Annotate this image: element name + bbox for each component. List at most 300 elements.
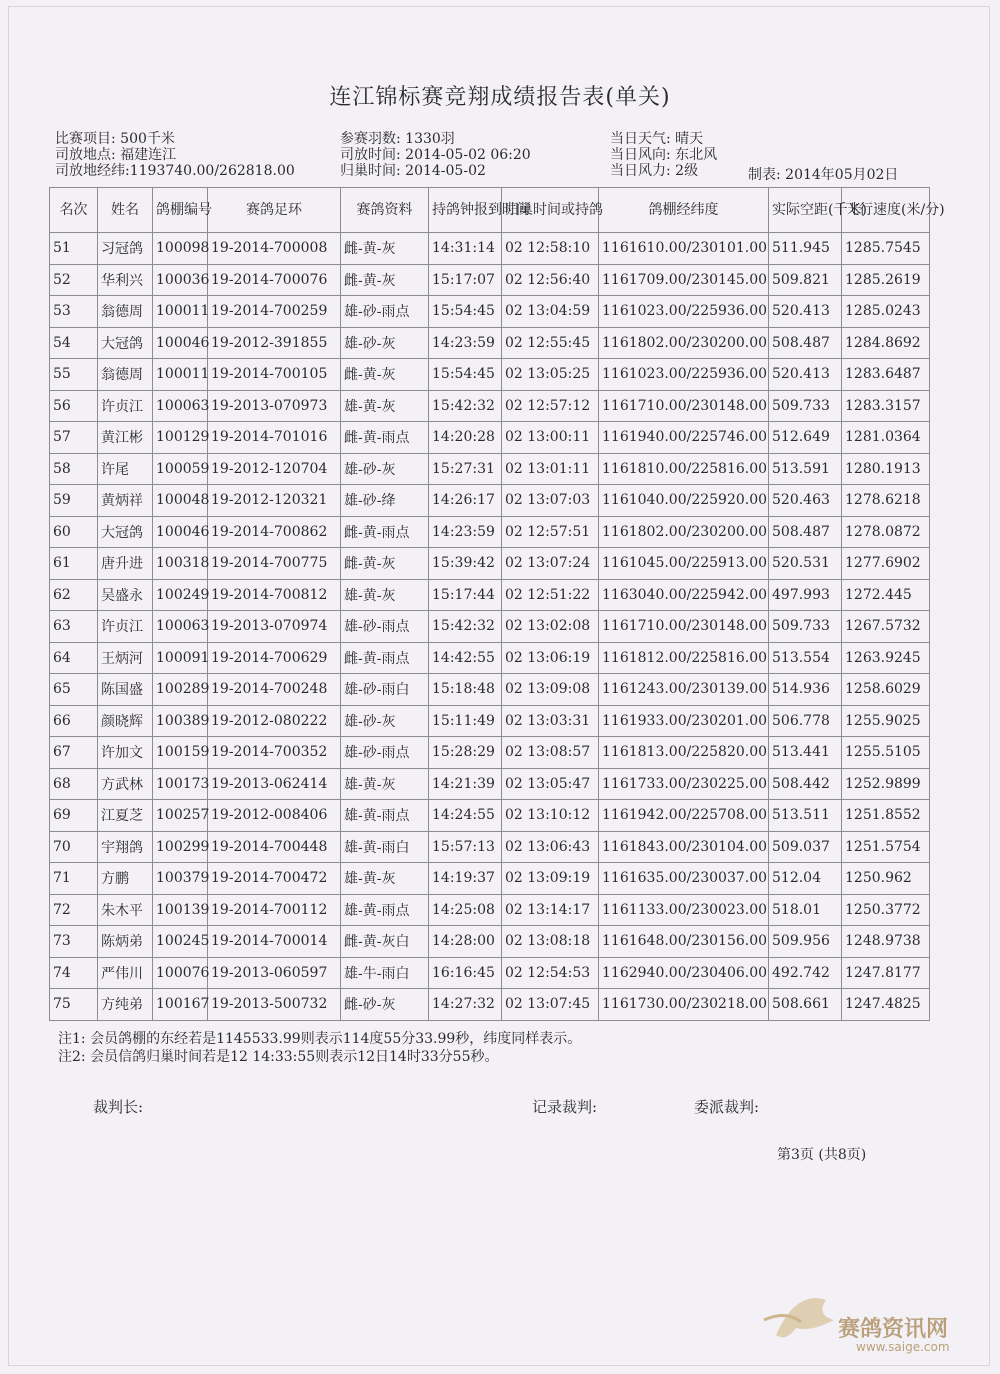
bird-info-cell: 雄-黄-灰 — [341, 390, 429, 422]
coords-cell: 1161710.00/230148.00 — [599, 611, 769, 643]
table-row — [50, 516, 930, 548]
distance-cell: 512.649 — [769, 422, 842, 454]
loft-id-cell: 100046 — [153, 327, 208, 359]
bird-info-cell: 雌-黄-雨点 — [341, 516, 429, 548]
rank-cell: 55 — [50, 359, 98, 391]
coords-cell: 1161730.00/230218.00 — [599, 989, 769, 1021]
name-cell: 宇翔鸽 — [98, 831, 153, 863]
name-cell: 方纯弟 — [98, 989, 153, 1021]
rank-cell: 51 — [50, 233, 98, 265]
speed-cell: 1283.6487 — [842, 359, 930, 391]
ring-cell: 19-2014-700248 — [208, 674, 341, 706]
table-row — [50, 611, 930, 643]
clock-time-cell: 15:54:45 — [429, 359, 502, 391]
clock-time-cell: 14:23:59 — [429, 516, 502, 548]
name-cell: 陈炳弟 — [98, 926, 153, 958]
name-cell: 翁德周 — [98, 359, 153, 391]
name-cell: 陈国盛 — [98, 674, 153, 706]
bird-info-cell: 雌-砂-灰 — [341, 989, 429, 1021]
clock-time-cell: 15:54:45 — [429, 296, 502, 328]
clock-time-cell: 15:28:29 — [429, 737, 502, 769]
speed-cell: 1278.0872 — [842, 516, 930, 548]
table-row — [50, 390, 930, 422]
bird-info-cell: 雄-砂-雨点 — [341, 611, 429, 643]
info-item: 司放地经纬:1193740.00/262818.00 — [55, 163, 295, 179]
speed-cell: 1250.962 — [842, 863, 930, 895]
coords-cell: 1161709.00/230145.00 — [599, 264, 769, 296]
name-cell: 黄江彬 — [98, 422, 153, 454]
ring-cell: 19-2014-700352 — [208, 737, 341, 769]
table-row — [50, 485, 930, 517]
speed-cell: 1280.1913 — [842, 453, 930, 485]
clock-time-cell: 15:18:48 — [429, 674, 502, 706]
bird-info-cell: 雄-砂-雨白 — [341, 674, 429, 706]
note-item: 注2: 会员信鸽归巢时间若是12 14:33:55则表示12日14时33分55秒。 — [58, 1049, 499, 1065]
table-row — [50, 233, 930, 265]
loft-id-cell: 100046 — [153, 516, 208, 548]
table-body — [50, 233, 930, 1021]
bird-info-cell: 雄-牛-雨白 — [341, 957, 429, 989]
clock-time-cell: 14:20:28 — [429, 422, 502, 454]
header-row — [50, 188, 930, 233]
distance-cell: 513.554 — [769, 642, 842, 674]
results-table — [49, 187, 945, 1021]
loft-id-cell: 100299 — [153, 831, 208, 863]
arrival-cell: 02 12:54:53 — [502, 957, 599, 989]
ring-cell: 19-2012-120704 — [208, 453, 341, 485]
table-row — [50, 674, 930, 706]
arrival-cell: 02 13:07:03 — [502, 485, 599, 517]
loft-id-cell: 100063 — [153, 611, 208, 643]
note-item: 注1: 会员鸽棚的东经若是1145533.99则表示114度55分33.99秒，纬度同样表示。 — [58, 1031, 582, 1047]
speed-cell: 1283.3157 — [842, 390, 930, 422]
info-column-2 — [340, 131, 531, 179]
assigned-referee-label: 委派裁判: — [694, 1098, 760, 1116]
speed-cell: 1247.4825 — [842, 989, 930, 1021]
speed-cell: 1278.6218 — [842, 485, 930, 517]
info-item: 司放地点: 福建连江 — [55, 147, 177, 163]
clock-time-cell: 15:42:32 — [429, 611, 502, 643]
distance-cell: 509.733 — [769, 611, 842, 643]
coords-cell: 1161610.00/230101.00 — [599, 233, 769, 265]
arrival-cell: 02 13:04:59 — [502, 296, 599, 328]
name-cell: 严伟川 — [98, 957, 153, 989]
coords-cell: 1161133.00/230023.00 — [599, 894, 769, 926]
rank-cell: 67 — [50, 737, 98, 769]
name-cell: 习冠鸽 — [98, 233, 153, 265]
loft-id-cell: 100011 — [153, 296, 208, 328]
ring-cell: 19-2014-700008 — [208, 233, 341, 265]
made-date: 制表: 2014年05月02日 — [748, 167, 899, 183]
column-header: 赛鸽资料 — [341, 188, 429, 233]
coords-cell: 1161810.00/225816.00 — [599, 453, 769, 485]
name-cell: 大冠鸽 — [98, 516, 153, 548]
rank-cell: 56 — [50, 390, 98, 422]
rank-cell: 72 — [50, 894, 98, 926]
column-header: 鸽棚编号 — [153, 188, 208, 233]
coords-cell: 1161045.00/225913.00 — [599, 548, 769, 580]
column-header: 实际空距(千米) — [769, 188, 842, 233]
bird-info-cell: 雌-黄-灰白 — [341, 926, 429, 958]
page-number: 第3页 (共8页) — [777, 1147, 867, 1163]
column-header: 归巢时间或持鸽 — [502, 188, 599, 233]
chief-referee-label: 裁判长: — [93, 1098, 144, 1116]
clock-time-cell: 14:25:08 — [429, 894, 502, 926]
info-item: 司放时间: 2014-05-02 06:20 — [340, 147, 531, 163]
info-column-1 — [55, 131, 295, 179]
clock-time-cell: 14:26:17 — [429, 485, 502, 517]
bird-info-cell: 雄-砂-灰 — [341, 327, 429, 359]
coords-cell: 1161940.00/225746.00 — [599, 422, 769, 454]
coords-cell: 1161812.00/225816.00 — [599, 642, 769, 674]
name-cell: 朱木平 — [98, 894, 153, 926]
record-referee-label: 记录裁判: — [532, 1098, 598, 1116]
rank-cell: 74 — [50, 957, 98, 989]
table-row — [50, 863, 930, 895]
rank-cell: 57 — [50, 422, 98, 454]
rank-cell: 52 — [50, 264, 98, 296]
table-row — [50, 642, 930, 674]
arrival-cell: 02 13:05:25 — [502, 359, 599, 391]
column-header: 持鸽钟报到时间 — [429, 188, 502, 233]
loft-id-cell: 100167 — [153, 989, 208, 1021]
ring-cell: 19-2014-700812 — [208, 579, 341, 611]
ring-cell: 19-2014-700775 — [208, 548, 341, 580]
bird-info-cell: 雌-黄-灰 — [341, 233, 429, 265]
clock-time-cell: 14:19:37 — [429, 863, 502, 895]
distance-cell: 509.037 — [769, 831, 842, 863]
loft-id-cell: 100139 — [153, 894, 208, 926]
clock-time-cell: 15:39:42 — [429, 548, 502, 580]
bird-info-cell: 雄-砂-雨点 — [341, 296, 429, 328]
table-row — [50, 422, 930, 454]
table-row — [50, 705, 930, 737]
table-row — [50, 264, 930, 296]
name-cell: 大冠鸽 — [98, 327, 153, 359]
info-item: 当日风力: 2级 — [610, 163, 699, 179]
bird-info-cell: 雌-黄-雨点 — [341, 422, 429, 454]
distance-cell: 508.487 — [769, 327, 842, 359]
table-row — [50, 737, 930, 769]
arrival-cell: 02 13:06:19 — [502, 642, 599, 674]
table-row — [50, 579, 930, 611]
loft-id-cell: 100249 — [153, 579, 208, 611]
notes — [58, 1030, 581, 1066]
distance-cell: 514.936 — [769, 674, 842, 706]
bird-info-cell: 雄-砂-灰 — [341, 705, 429, 737]
speed-cell: 1267.5732 — [842, 611, 930, 643]
coords-cell: 1161802.00/230200.00 — [599, 516, 769, 548]
distance-cell: 520.531 — [769, 548, 842, 580]
ring-cell: 19-2014-700076 — [208, 264, 341, 296]
loft-id-cell: 100098 — [153, 233, 208, 265]
ring-cell: 19-2014-701016 — [208, 422, 341, 454]
speed-cell: 1248.9738 — [842, 926, 930, 958]
table-row — [50, 894, 930, 926]
loft-id-cell: 100245 — [153, 926, 208, 958]
loft-id-cell: 100091 — [153, 642, 208, 674]
table-row — [50, 359, 930, 391]
arrival-cell: 02 13:01:11 — [502, 453, 599, 485]
distance-cell: 513.441 — [769, 737, 842, 769]
name-cell: 华利兴 — [98, 264, 153, 296]
speed-cell: 1277.6902 — [842, 548, 930, 580]
bird-info-cell: 雄-黄-雨白 — [341, 831, 429, 863]
loft-id-cell: 100389 — [153, 705, 208, 737]
coords-cell: 1163040.00/225942.00 — [599, 579, 769, 611]
table-row — [50, 989, 930, 1021]
arrival-cell: 02 12:55:45 — [502, 327, 599, 359]
clock-time-cell: 14:23:59 — [429, 327, 502, 359]
rank-cell: 62 — [50, 579, 98, 611]
arrival-cell: 02 13:00:11 — [502, 422, 599, 454]
distance-cell: 497.993 — [769, 579, 842, 611]
loft-id-cell: 100011 — [153, 359, 208, 391]
rank-cell: 69 — [50, 800, 98, 832]
arrival-cell: 02 13:09:08 — [502, 674, 599, 706]
distance-cell: 520.413 — [769, 296, 842, 328]
loft-id-cell: 100318 — [153, 548, 208, 580]
watermark-name: 赛鸽资讯网 — [838, 1317, 949, 1342]
bird-info-cell: 雌-黄-灰 — [341, 359, 429, 391]
info-item: 当日天气: 晴天 — [610, 131, 704, 147]
bird-info-cell: 雄-黄-灰 — [341, 768, 429, 800]
arrival-cell: 02 13:05:47 — [502, 768, 599, 800]
bird-info-cell: 雄-黄-灰 — [341, 863, 429, 895]
bird-info-cell: 雌-黄-雨点 — [341, 642, 429, 674]
loft-id-cell: 100173 — [153, 768, 208, 800]
coords-cell: 1161942.00/225708.00 — [599, 800, 769, 832]
coords-cell: 1161023.00/225936.00 — [599, 359, 769, 391]
ring-cell: 19-2012-391855 — [208, 327, 341, 359]
bird-info-cell: 雄-黄-灰 — [341, 579, 429, 611]
speed-cell: 1255.9025 — [842, 705, 930, 737]
table-row — [50, 453, 930, 485]
ring-cell: 19-2013-062414 — [208, 768, 341, 800]
loft-id-cell: 100048 — [153, 485, 208, 517]
arrival-cell: 02 13:08:57 — [502, 737, 599, 769]
coords-cell: 1161635.00/230037.00 — [599, 863, 769, 895]
table-row — [50, 768, 930, 800]
speed-cell: 1247.8177 — [842, 957, 930, 989]
distance-cell: 511.945 — [769, 233, 842, 265]
speed-cell: 1258.6029 — [842, 674, 930, 706]
arrival-cell: 02 12:57:51 — [502, 516, 599, 548]
distance-cell: 513.591 — [769, 453, 842, 485]
loft-id-cell: 100063 — [153, 390, 208, 422]
coords-cell: 1161023.00/225936.00 — [599, 296, 769, 328]
table-row — [50, 957, 930, 989]
name-cell: 颜晓辉 — [98, 705, 153, 737]
distance-cell: 520.413 — [769, 359, 842, 391]
watermark-url: www.saige.com — [856, 1340, 950, 1354]
ring-cell: 19-2014-700014 — [208, 926, 341, 958]
rank-cell: 60 — [50, 516, 98, 548]
ring-cell: 19-2013-070973 — [208, 390, 341, 422]
coords-cell: 1162940.00/230406.00 — [599, 957, 769, 989]
rank-cell: 63 — [50, 611, 98, 643]
name-cell: 唐升进 — [98, 548, 153, 580]
arrival-cell: 02 12:58:10 — [502, 233, 599, 265]
arrival-cell: 02 13:07:24 — [502, 548, 599, 580]
rank-cell: 58 — [50, 453, 98, 485]
name-cell: 吴盛永 — [98, 579, 153, 611]
arrival-cell: 02 13:02:08 — [502, 611, 599, 643]
coords-cell: 1161040.00/225920.00 — [599, 485, 769, 517]
report-title: 连江锦标赛竞翔成绩报告表(单关) — [329, 85, 671, 110]
table-row — [50, 831, 930, 863]
loft-id-cell: 100289 — [153, 674, 208, 706]
speed-cell: 1252.9899 — [842, 768, 930, 800]
clock-time-cell: 15:27:31 — [429, 453, 502, 485]
rank-cell: 59 — [50, 485, 98, 517]
name-cell: 许尾 — [98, 453, 153, 485]
speed-cell: 1263.9245 — [842, 642, 930, 674]
speed-cell: 1251.8552 — [842, 800, 930, 832]
coords-cell: 1161648.00/230156.00 — [599, 926, 769, 958]
bird-info-cell: 雄-黄-雨点 — [341, 800, 429, 832]
rank-cell: 71 — [50, 863, 98, 895]
info-item: 当日风向: 东北风 — [610, 147, 718, 163]
ring-cell: 19-2014-700448 — [208, 831, 341, 863]
table-row — [50, 327, 930, 359]
clock-time-cell: 15:17:44 — [429, 579, 502, 611]
loft-id-cell: 100257 — [153, 800, 208, 832]
arrival-cell: 02 12:51:22 — [502, 579, 599, 611]
speed-cell: 1285.0243 — [842, 296, 930, 328]
arrival-cell: 02 13:06:43 — [502, 831, 599, 863]
info-column-3 — [610, 131, 717, 179]
bird-info-cell: 雄-砂-绛 — [341, 485, 429, 517]
ring-cell: 19-2012-080222 — [208, 705, 341, 737]
rank-cell: 61 — [50, 548, 98, 580]
coords-cell: 1161933.00/230201.00 — [599, 705, 769, 737]
table-row — [50, 800, 930, 832]
name-cell: 许贞江 — [98, 611, 153, 643]
loft-id-cell: 100159 — [153, 737, 208, 769]
coords-cell: 1161802.00/230200.00 — [599, 327, 769, 359]
table-row — [50, 296, 930, 328]
clock-time-cell: 14:28:00 — [429, 926, 502, 958]
arrival-cell: 02 13:07:45 — [502, 989, 599, 1021]
name-cell: 许加文 — [98, 737, 153, 769]
ring-cell: 19-2014-700105 — [208, 359, 341, 391]
speed-cell: 1251.5754 — [842, 831, 930, 863]
arrival-cell: 02 12:57:12 — [502, 390, 599, 422]
coords-cell: 1161733.00/230225.00 — [599, 768, 769, 800]
coords-cell: 1161843.00/230104.00 — [599, 831, 769, 863]
ring-cell: 19-2014-700259 — [208, 296, 341, 328]
name-cell: 方鹏 — [98, 863, 153, 895]
column-header: 飞行速度(米/分) — [842, 188, 930, 233]
name-cell: 黄炳祥 — [98, 485, 153, 517]
column-header: 赛鸽足环 — [208, 188, 341, 233]
arrival-cell: 02 13:14:17 — [502, 894, 599, 926]
rank-cell: 53 — [50, 296, 98, 328]
arrival-cell: 02 13:08:18 — [502, 926, 599, 958]
clock-time-cell: 14:31:14 — [429, 233, 502, 265]
loft-id-cell: 100129 — [153, 422, 208, 454]
distance-cell: 506.778 — [769, 705, 842, 737]
table-row — [50, 926, 930, 958]
bird-info-cell: 雄-砂-雨点 — [341, 737, 429, 769]
name-cell: 方武林 — [98, 768, 153, 800]
name-cell: 王炳河 — [98, 642, 153, 674]
arrival-cell: 02 13:09:19 — [502, 863, 599, 895]
speed-cell: 1284.8692 — [842, 327, 930, 359]
rank-cell: 54 — [50, 327, 98, 359]
speed-cell: 1250.3772 — [842, 894, 930, 926]
distance-cell: 509.956 — [769, 926, 842, 958]
ring-cell: 19-2012-120321 — [208, 485, 341, 517]
bird-info-cell: 雄-砂-灰 — [341, 453, 429, 485]
loft-id-cell: 100076 — [153, 957, 208, 989]
name-cell: 江夏芝 — [98, 800, 153, 832]
clock-time-cell: 14:42:55 — [429, 642, 502, 674]
info-item: 参赛羽数: 1330羽 — [340, 131, 455, 147]
info-item: 归巢时间: 2014-05-02 — [340, 163, 486, 179]
rank-cell: 64 — [50, 642, 98, 674]
arrival-cell: 02 13:10:12 — [502, 800, 599, 832]
distance-cell: 508.487 — [769, 516, 842, 548]
ring-cell: 19-2014-700629 — [208, 642, 341, 674]
distance-cell: 518.01 — [769, 894, 842, 926]
rank-cell: 73 — [50, 926, 98, 958]
column-header: 鸽棚经纬度 — [599, 188, 769, 233]
rank-cell: 75 — [50, 989, 98, 1021]
ring-cell: 19-2014-700472 — [208, 863, 341, 895]
loft-id-cell: 100379 — [153, 863, 208, 895]
speed-cell: 1281.0364 — [842, 422, 930, 454]
info-item: 比赛项目: 500千米 — [55, 131, 175, 147]
speed-cell: 1285.2619 — [842, 264, 930, 296]
bird-info-cell: 雌-黄-灰 — [341, 264, 429, 296]
ring-cell: 19-2014-700862 — [208, 516, 341, 548]
rank-cell: 66 — [50, 705, 98, 737]
ring-cell: 19-2013-500732 — [208, 989, 341, 1021]
name-cell: 许贞江 — [98, 390, 153, 422]
ring-cell: 19-2013-070974 — [208, 611, 341, 643]
distance-cell: 512.04 — [769, 863, 842, 895]
bird-info-cell: 雌-黄-灰 — [341, 548, 429, 580]
coords-cell: 1161710.00/230148.00 — [599, 390, 769, 422]
clock-time-cell: 15:42:32 — [429, 390, 502, 422]
clock-time-cell: 16:16:45 — [429, 957, 502, 989]
rank-cell: 70 — [50, 831, 98, 863]
loft-id-cell: 100036 — [153, 264, 208, 296]
arrival-cell: 02 12:56:40 — [502, 264, 599, 296]
distance-cell: 513.511 — [769, 800, 842, 832]
distance-cell: 508.661 — [769, 989, 842, 1021]
speed-cell: 1272.445 — [842, 579, 930, 611]
ring-cell: 19-2014-700112 — [208, 894, 341, 926]
distance-cell: 509.821 — [769, 264, 842, 296]
coords-cell: 1161243.00/230139.00 — [599, 674, 769, 706]
rank-cell: 68 — [50, 768, 98, 800]
ring-cell: 19-2012-008406 — [208, 800, 341, 832]
clock-time-cell: 14:21:39 — [429, 768, 502, 800]
arrival-cell: 02 13:03:31 — [502, 705, 599, 737]
distance-cell: 520.463 — [769, 485, 842, 517]
distance-cell: 508.442 — [769, 768, 842, 800]
rank-cell: 65 — [50, 674, 98, 706]
speed-cell: 1285.7545 — [842, 233, 930, 265]
loft-id-cell: 100059 — [153, 453, 208, 485]
bird-info-cell: 雄-黄-雨点 — [341, 894, 429, 926]
distance-cell: 492.742 — [769, 957, 842, 989]
coords-cell: 1161813.00/225820.00 — [599, 737, 769, 769]
column-header: 姓名 — [98, 188, 153, 233]
